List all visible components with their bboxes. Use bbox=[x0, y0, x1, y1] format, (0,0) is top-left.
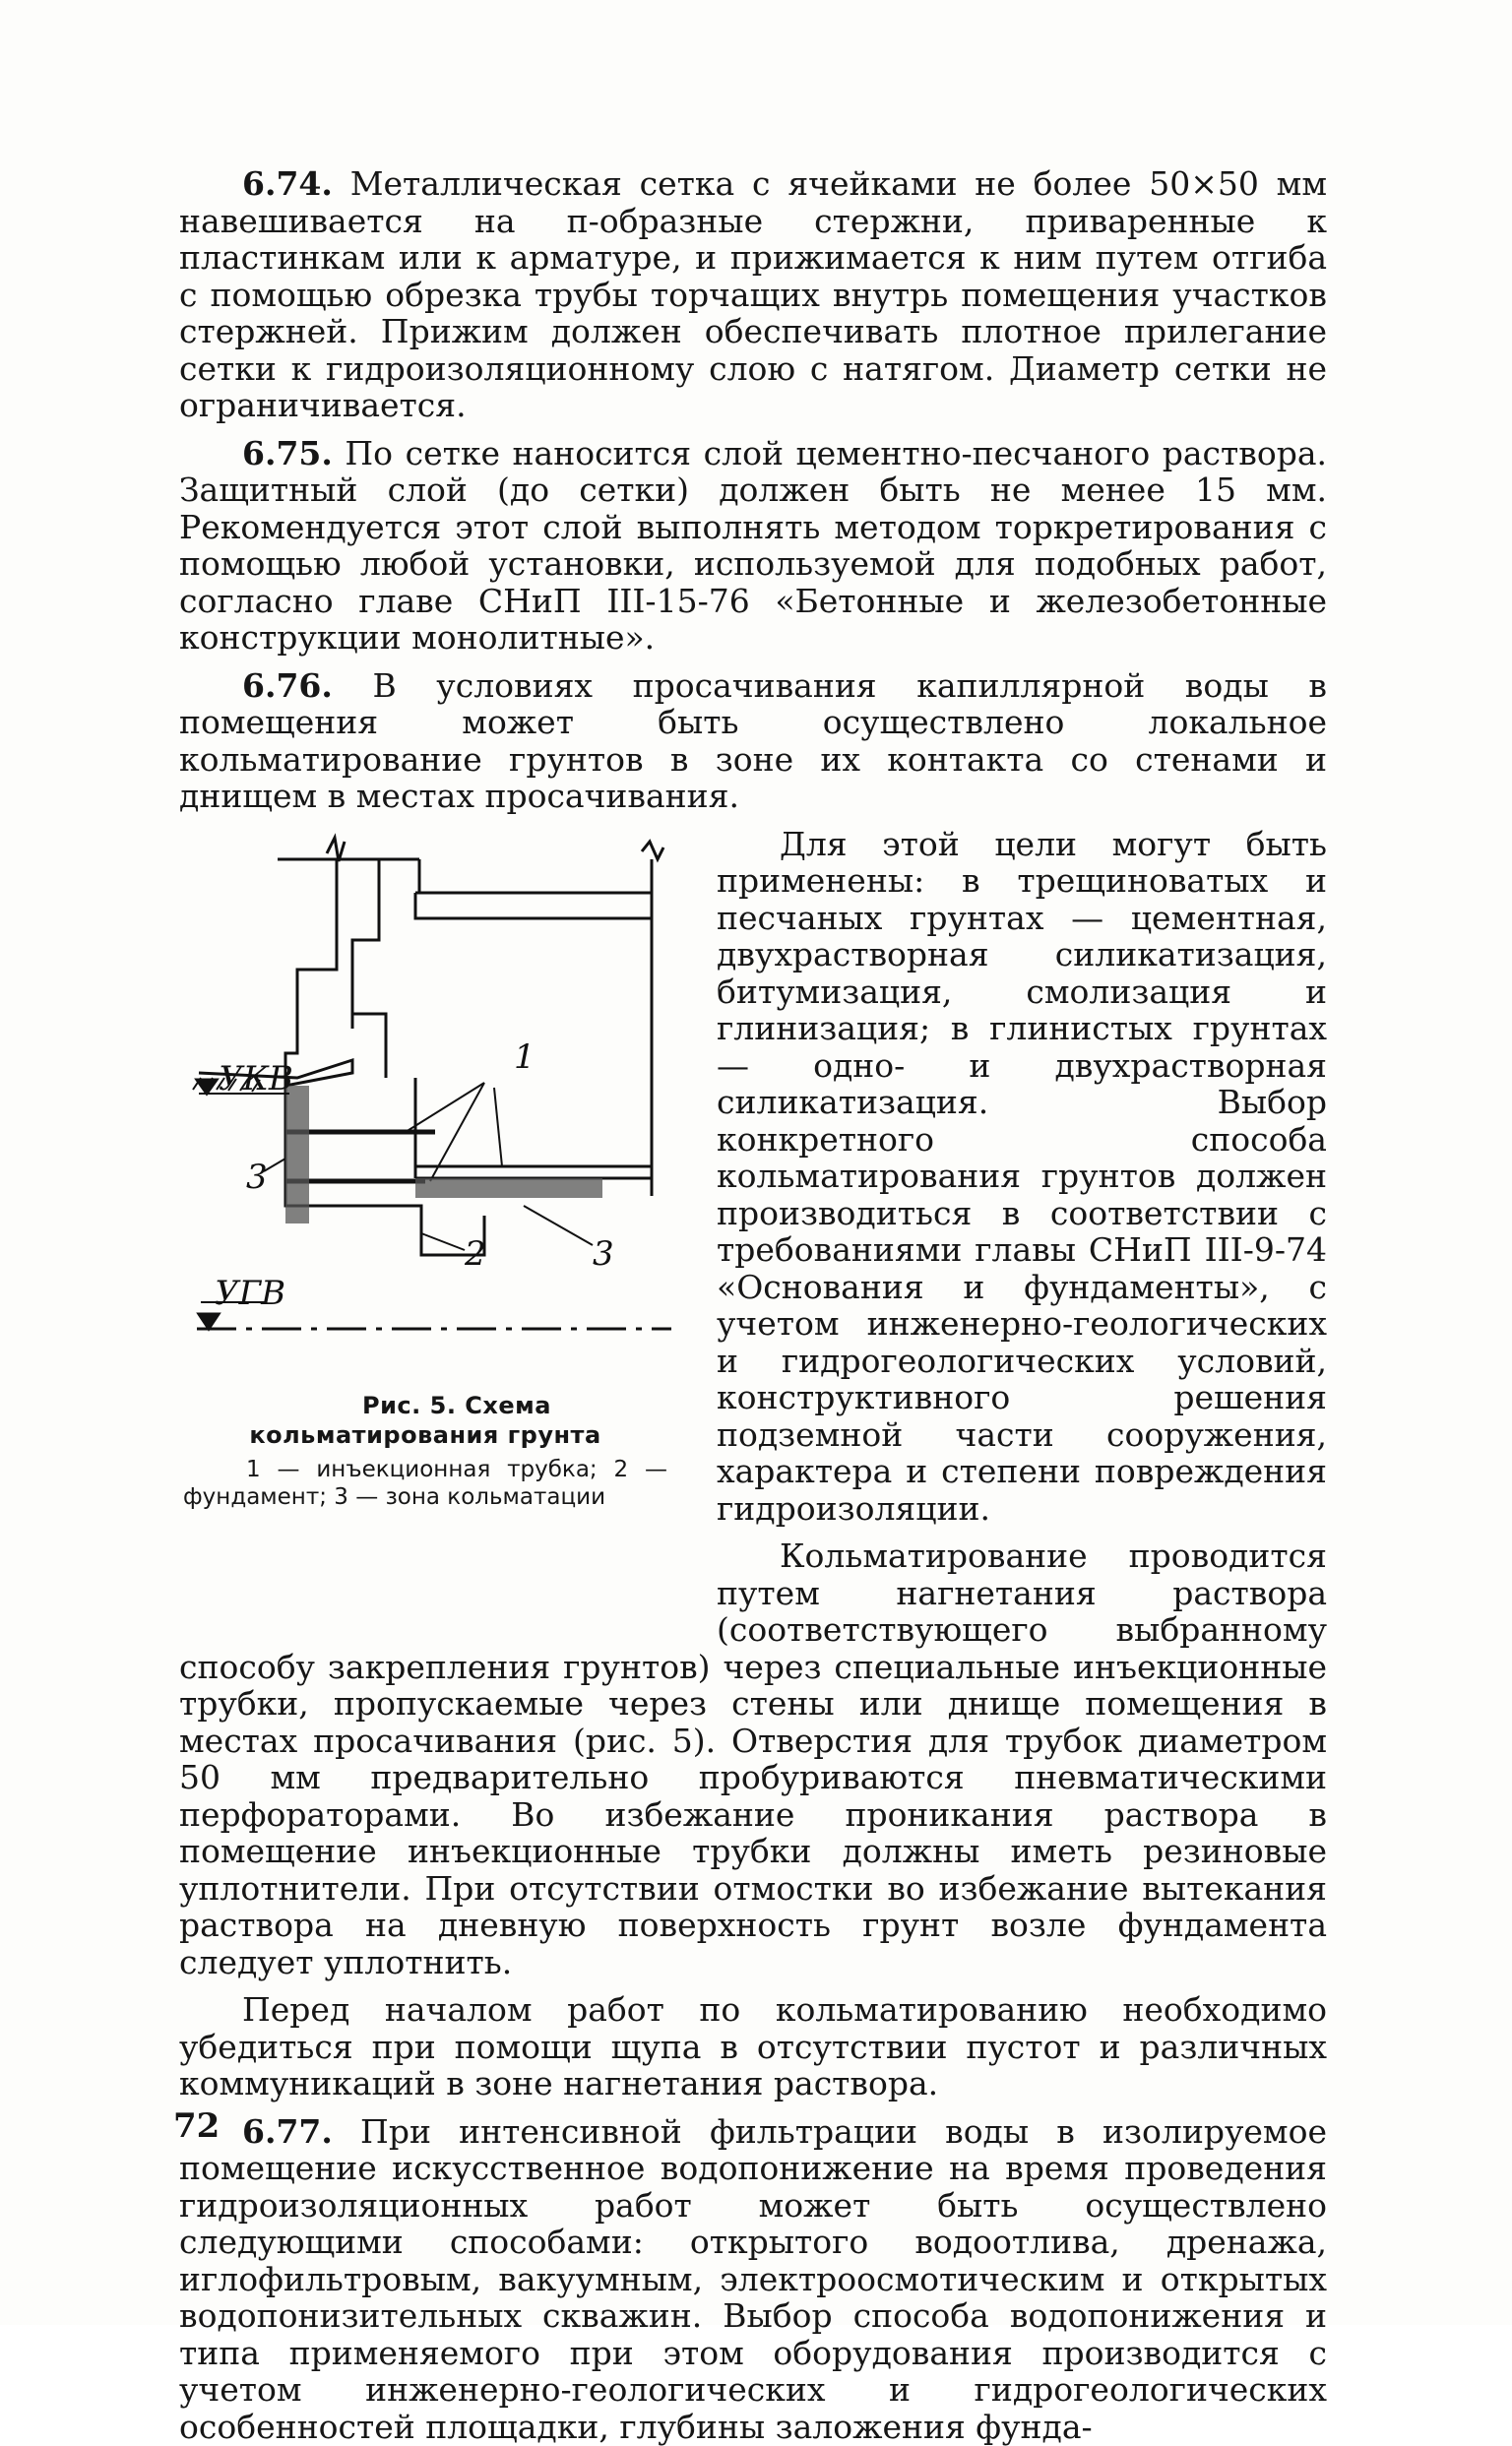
section-number: 6.74. bbox=[242, 164, 333, 203]
label-3-right: 3 bbox=[593, 1233, 614, 1274]
paragraph-6-75 bbox=[179, 435, 1327, 657]
label-1: 1 bbox=[514, 1036, 536, 1077]
paragraph-6-74 bbox=[179, 165, 1327, 424]
paragraph-text: Для этой цели могут быть применены: в трещиноватых и песчаных грунтах — цементная, двухрастворная силикатизация, битумизация, смолизация и глинизация; в глинистых грунтах — одно- и двухрастворная силикатизация. Выбор конкретного способа кольматирования грунтов должен производиться в соответствии с требованиями главы СНиП III-9-74 «Основания и фундаменты», с учетом инженерно-геологических и гидрогеологических условий, конструктивного решения подземной части сооружения, характера и степени повреждения гидроизоляции. bbox=[717, 824, 1327, 1528]
paragraph-text: Металлическая сетка с ячейками не более 50×50 мм навешивается на п-образные стержни, приваренные к пластинкам или к арматуре, и прижимается к ним путем отгиба с помощью обрезка трубы торчащих внутрь помещения участков стержней. Прижим должен обеспечивать плотное прилегание сетки к гидроизоляционному слою с натягом. Диаметр сетки не ограничивается. bbox=[179, 164, 1327, 424]
ukv-label: УКВ bbox=[219, 1058, 293, 1098]
paragraph-text: По сетке наносится слой цементно-песчаного раствора. Защитный слой (до сетки) должен быть не менее 15 мм. Рекомендуется этот слой выполнять методом торкретирования с помощью любой установки, используемой для подобных работ, согласно главе СНиП III-15-76 «Бетонные и железобетонные конструкции монолитные». bbox=[179, 433, 1327, 657]
page-number: 72 bbox=[173, 2106, 220, 2146]
figure-5 bbox=[179, 832, 689, 1619]
colmatation-diagram bbox=[179, 832, 689, 1383]
caption-legend: 1 — инъекционная трубка; 2 — фундамент; 3 — зона кольматации bbox=[183, 1456, 667, 1510]
paragraph-purpose bbox=[179, 826, 1327, 1528]
label-3-left: 3 bbox=[246, 1157, 268, 1197]
paragraph-check bbox=[179, 1991, 1327, 2102]
section-number: 6.76. bbox=[242, 665, 333, 705]
paragraph-text: В условиях просачивания капиллярной воды в помещения может быть осуществлено локальное кольматирование грунтов в зоне их контакта со стенами и днищем в местах просачивания. bbox=[179, 665, 1327, 815]
paragraph-text: Кольматирование проводится путем нагнетания раствора (соответствующего выбранному способу закрепления грунтов) через специальные инъекционные трубки, пропускаемые через стены или днище помещения в местах просачивания (рис. 5). Отверстия для трубок диаметром 50 мм предварительно пробуриваются пневматическими перфораторами. Во избежание проникания раствора в помещение инъекционные трубки должны иметь резиновые уплотнители. При отсутствии отмостки во избежание вытекания раствора на дневную поверхность грунт возле фундамента следует уплотнить. bbox=[179, 1537, 1327, 1981]
paragraph-text: При интенсивной фильтрации воды в изолируемое помещение искусственное водопонижение на время проведения гидроизоляционных работ может быть осуществлено следующими способами: открытого водоотлива, дренажа, иглофильтровым, вакуумным, электроосмотическим и открытых водопонизительных скважин. Выбор способа водопонижения и типа применяемого при этом оборудования производится с учетом инженерно-геологических и гидрогеологических особенностей площадки, глубины заложения фунда- bbox=[179, 2111, 1327, 2446]
section-number: 6.77. bbox=[242, 2111, 333, 2151]
figure-caption bbox=[179, 1391, 671, 1511]
label-2: 2 bbox=[465, 1233, 486, 1274]
paragraph-6-77 bbox=[179, 2113, 1327, 2446]
paragraph-text: Перед началом работ по кольматированию необходимо убедиться при помощи щупа в отсутствии пустот и различных коммуникаций в зоне нагнетания раствора. bbox=[179, 1990, 1327, 2102]
section-number: 6.75. bbox=[242, 433, 333, 472]
ugv-label: УГВ bbox=[215, 1273, 286, 1313]
body-text bbox=[179, 165, 1327, 2445]
caption-title: Рис. 5. Схема кольматирования грунта bbox=[249, 1391, 601, 1449]
paragraph-6-76 bbox=[179, 667, 1327, 815]
